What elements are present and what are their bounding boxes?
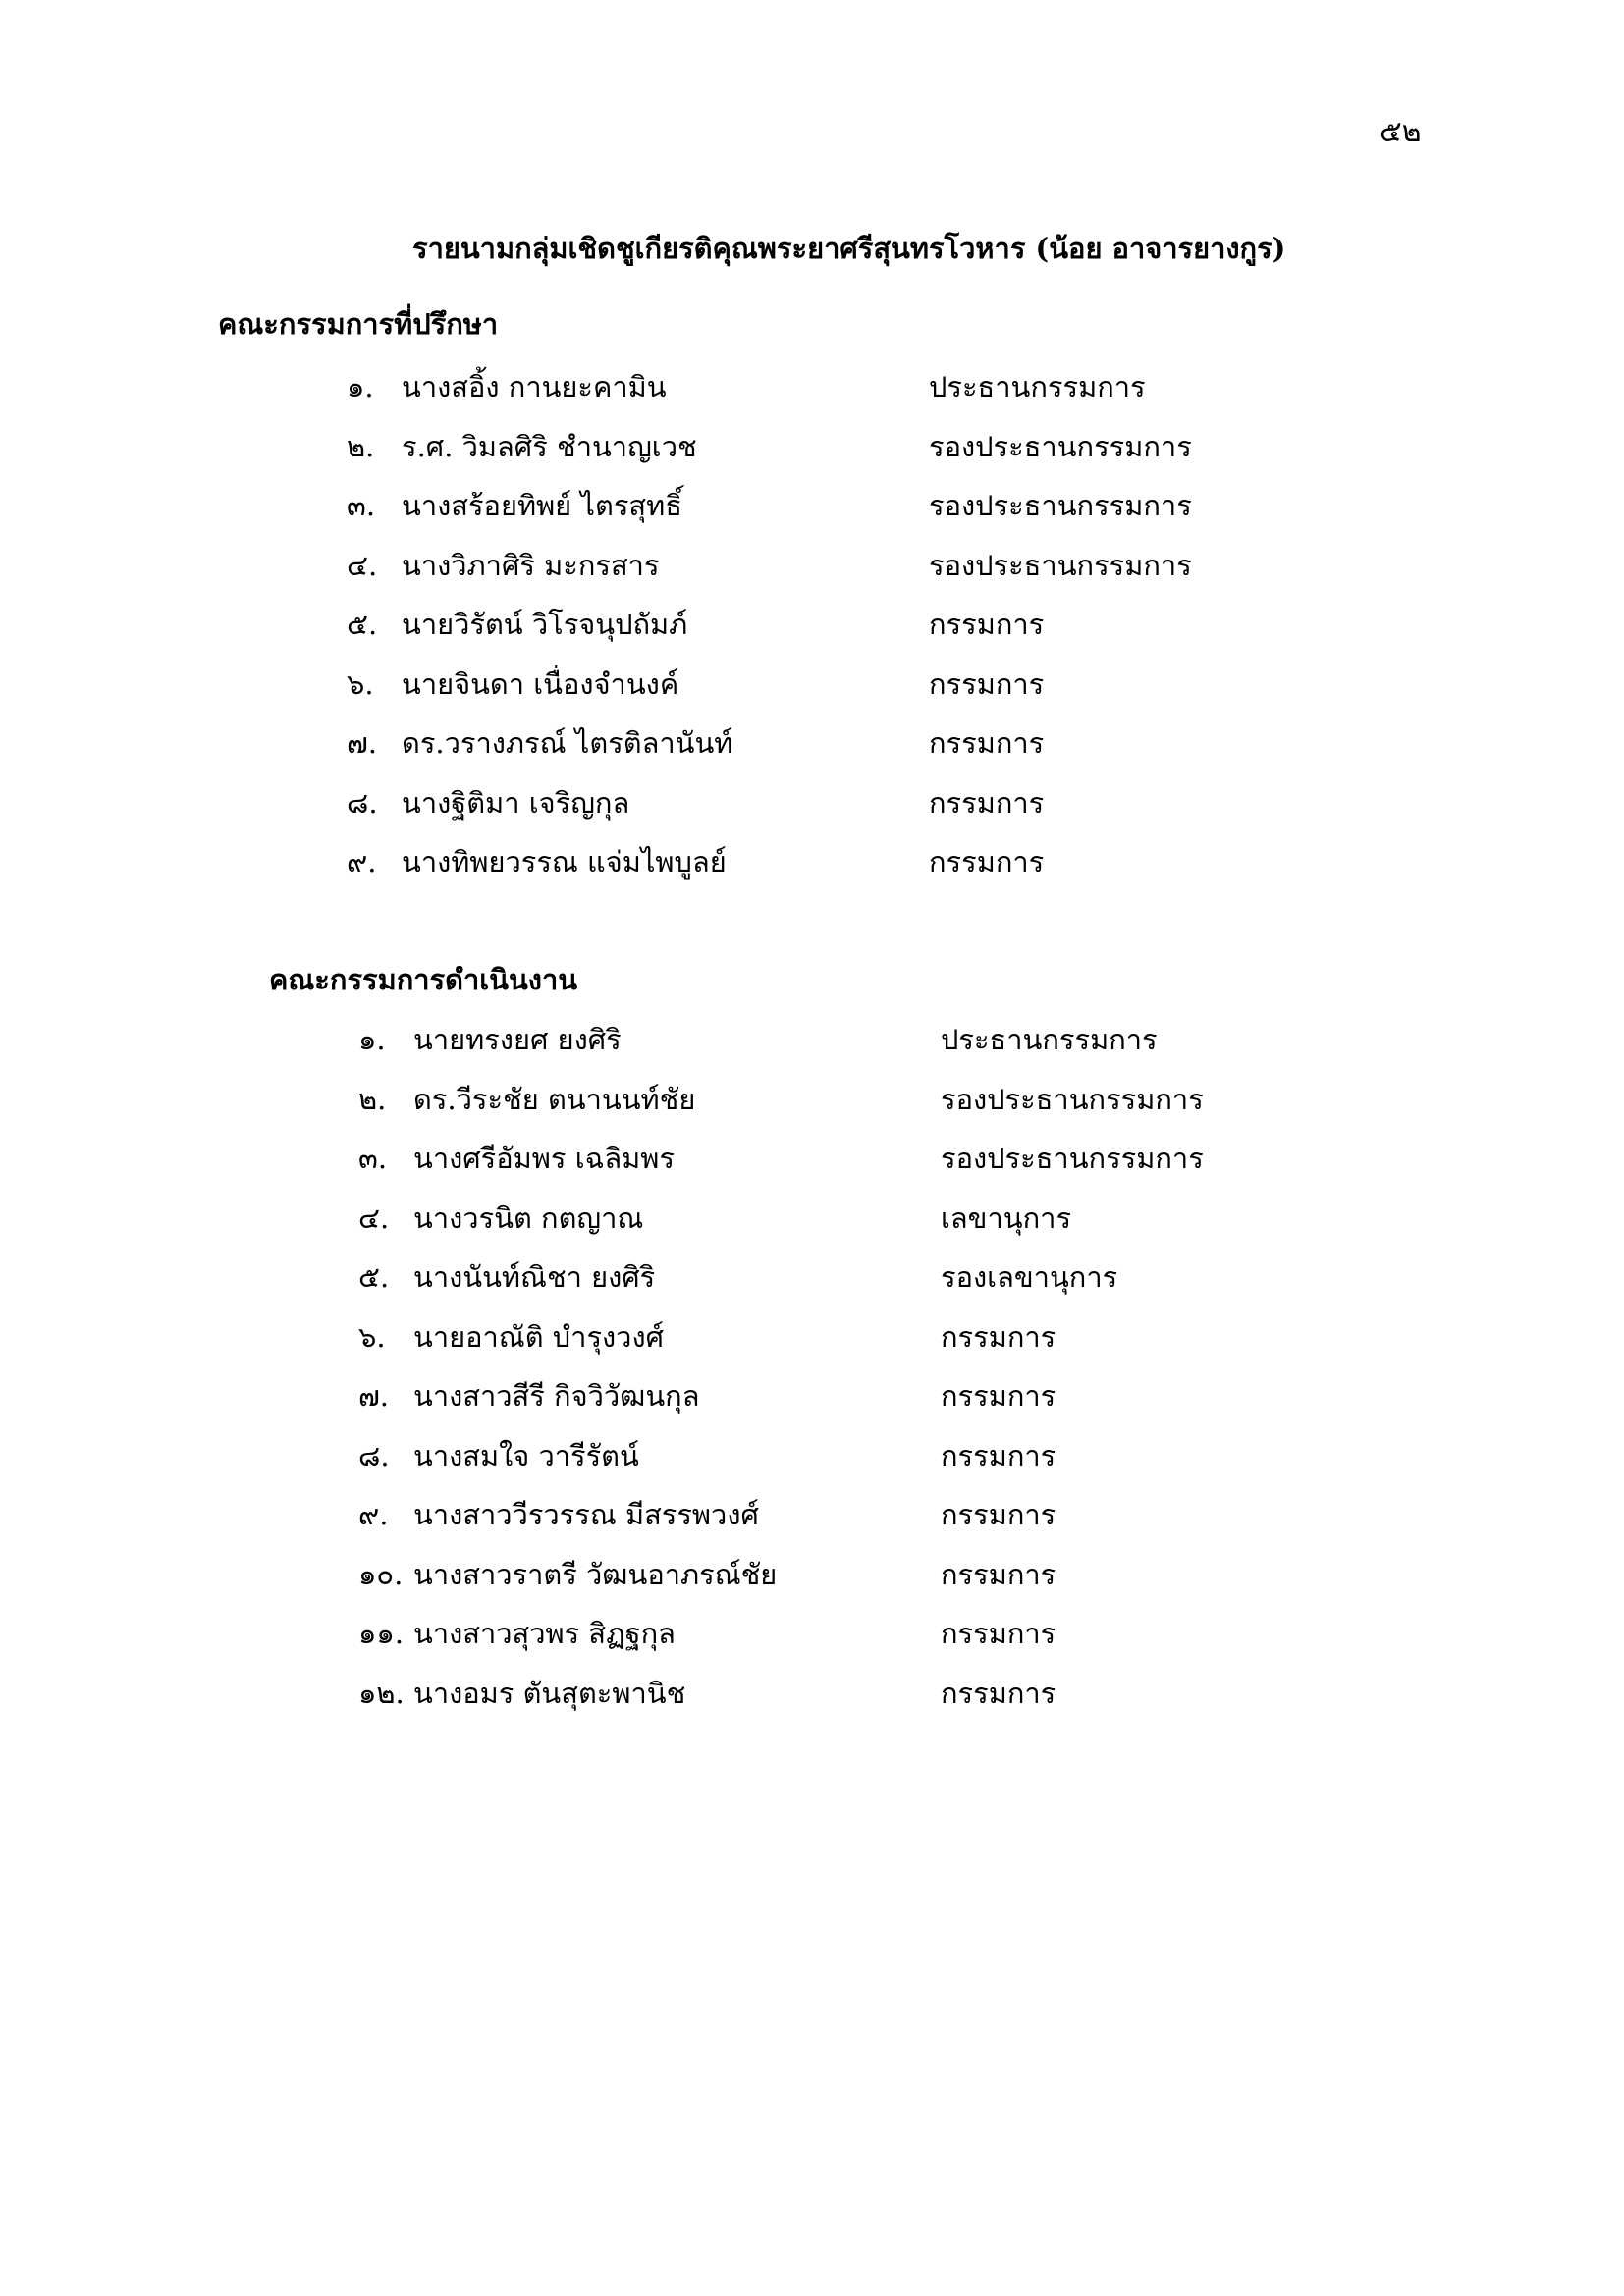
member-name: นางวิภาศิริ มะกรสาร — [402, 548, 660, 582]
member-role: กรรมการ — [941, 1617, 1056, 1650]
member-number: ๑. — [358, 1023, 386, 1056]
member-role: รองประธานกรรมการ — [929, 429, 1192, 463]
member-name: นายวิรัตน์ วิโรจนุปถัมภ์ — [402, 608, 688, 641]
member-number: ๗. — [347, 726, 378, 760]
member-role: กรรมการ — [941, 1498, 1056, 1531]
member-number: ๖. — [347, 667, 374, 701]
member-number: ๕. — [358, 1260, 390, 1294]
member-number: ๓. — [358, 1142, 388, 1175]
member-number: ๔. — [347, 548, 378, 582]
member-name: นางวรนิต กตญาณ — [413, 1201, 644, 1235]
member-name: นายจินดา เนื่องจำนงค์ — [402, 667, 679, 701]
member-role: กรรมการ — [929, 608, 1045, 641]
member-name: นางอมร ตันสุตะพานิช — [413, 1676, 686, 1710]
member-role: กรรมการ — [941, 1379, 1056, 1413]
member-number: ๕. — [347, 608, 378, 641]
member-name: นางสอิ้ง กานยะคามิน — [402, 370, 667, 403]
member-role: รองประธานกรรมการ — [941, 1082, 1204, 1116]
member-role: กรรมการ — [929, 845, 1045, 879]
member-name: นางศรีอัมพร เฉลิมพร — [413, 1142, 675, 1175]
member-name: ร.ศ. วิมลศิริ ชำนาญเวช — [402, 429, 697, 463]
member-name: นางสาวสุวพร สิฏฐกุล — [413, 1617, 676, 1650]
member-number: ๖. — [358, 1319, 386, 1354]
member-role: รองเลขานุการ — [941, 1260, 1118, 1294]
member-role: กรรมการ — [941, 1557, 1056, 1591]
member-name: นางสาววีรวรรณ มีสรรพวงศ์ — [413, 1498, 759, 1531]
member-name: นายอาณัติ บำรุงวงศ์ — [413, 1319, 665, 1354]
member-role: ประธานกรรมการ — [929, 370, 1146, 403]
member-number: ๒. — [347, 429, 375, 463]
member-role: กรรมการ — [941, 1676, 1056, 1710]
member-role: กรรมการ — [941, 1438, 1056, 1472]
member-role: กรรมการ — [941, 1319, 1056, 1354]
document-title: รายนามกลุ่มเชิดชูเกียรติคุณพระยาศรีสุนทรโวหาร (น้อย อาจารยางกูร) — [412, 232, 1286, 265]
member-name: ดร.วีระชัย ตนานนท์ชัย — [413, 1082, 696, 1116]
member-number: ๘. — [347, 785, 378, 820]
member-role: กรรมการ — [929, 667, 1045, 701]
member-name: นางนันท์ณิชา ยงศิริ — [413, 1260, 656, 1294]
member-name: ดร.วรางภรณ์ ไตรติลานันท์ — [402, 726, 733, 760]
advisory-committee-heading: คณะกรรมการที่ปรึกษา — [218, 307, 499, 341]
member-name: นางฐิติมา เจริญกุล — [402, 785, 630, 820]
member-role: กรรมการ — [929, 726, 1045, 760]
member-number: ๙. — [358, 1498, 389, 1531]
member-name: นางสาวสีรี กิจวิวัฒนกุล — [413, 1379, 700, 1413]
member-name: นางทิพยวรรณ แจ่มไพบูลย์ — [402, 845, 727, 879]
member-role: ประธานกรรมการ — [941, 1023, 1158, 1056]
member-number: ๑. — [347, 370, 374, 403]
member-name: นายทรงยศ ยงศิริ — [413, 1023, 622, 1056]
member-name: นางสมใจ วารีรัตน์ — [413, 1438, 639, 1472]
operating-committee-heading: คณะกรรมการดำเนินงาน — [269, 963, 578, 996]
member-number: ๓. — [347, 489, 376, 522]
member-number: ๑๑. — [358, 1617, 405, 1650]
page-number: ๕๒ — [1380, 115, 1422, 149]
member-name: นางสร้อยทิพย์ ไตรสุทธิ์ — [402, 489, 682, 522]
member-role: รองประธานกรรมการ — [929, 548, 1192, 582]
member-number: ๑๒. — [358, 1676, 405, 1710]
member-role: รองประธานกรรมการ — [941, 1142, 1204, 1175]
member-number: ๘. — [358, 1438, 390, 1472]
member-number: ๒. — [358, 1082, 387, 1116]
member-role: กรรมการ — [929, 785, 1045, 820]
member-number: ๑๐. — [358, 1557, 404, 1591]
member-name: นางสาวราตรี วัฒนอาภรณ์ชัย — [413, 1557, 778, 1591]
member-role: เลขานุการ — [941, 1201, 1072, 1235]
member-role: รองประธานกรรมการ — [929, 489, 1192, 522]
member-number: ๔. — [358, 1201, 390, 1235]
member-number: ๙. — [347, 845, 377, 879]
member-number: ๗. — [358, 1379, 390, 1413]
